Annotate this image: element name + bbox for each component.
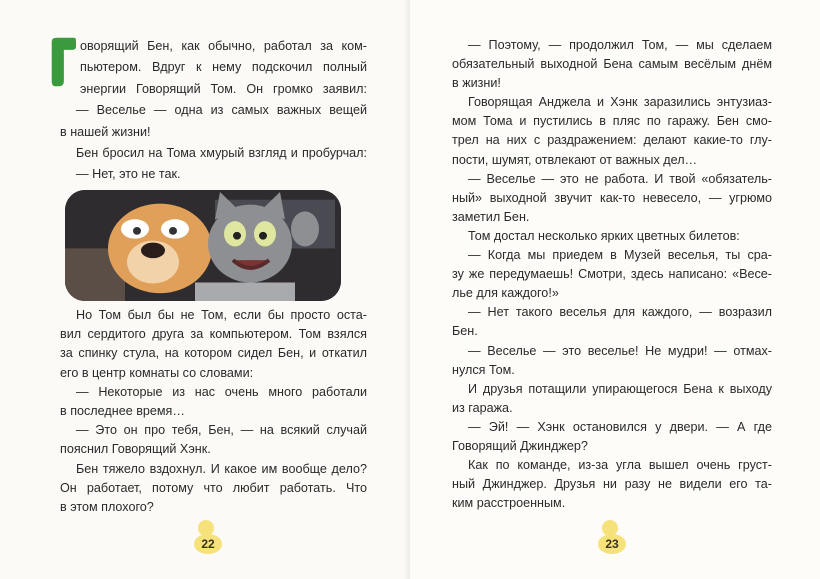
text-line: — Когда мы приедем в Музей веселья, ты сра- [468,248,772,263]
text-line: из гаража. [452,400,513,415]
text-line: в последнее время… [60,403,185,418]
text-line: обязательный выходной Бена самым весёлым днём [452,57,772,72]
text-line: Том достал несколько ярких цветных билетов: [468,228,740,243]
text-line: Бен тяжело вздохнул. И какое им вообще дело? [76,461,367,476]
text-line: Бен. [452,324,478,339]
text-line: заметил Бен. [452,209,530,224]
text-line: лье для каждого!» [452,286,559,301]
text-line: ный» выходной звучит как-то невесело, — угрюмо [452,190,772,205]
text-line: трел на них с раздражением: делают какие-то глу- [452,133,772,148]
text-line: — Поэтому, — продолжил Том, — мы сделаем [468,38,772,52]
text-line: нулся Том. [452,362,515,377]
page-number: 23 [605,537,619,551]
text-line: Как по команде, из-за угла вышел очень груст- [468,458,772,473]
text-line: — Это он про тебя, Бен, — на всякий случай [76,423,367,438]
text-line: Бен бросил на Тома хмурый взгляд и пробурчал: [76,145,367,160]
text-line: мом Тома и пустились в пляс по гаражу. Бен смо- [452,114,772,129]
text-line: — Нет такого веселья для каждого, — возразил [468,305,772,320]
text-line: ный Джинджер. Друзья ни разу не видели его та- [452,477,772,492]
text-block-top [60,36,367,186]
text-line: энергии Говорящий Том. Он громко заявил: [80,81,367,96]
text-line: вил сердитого друга за компьютером. Том взялся [60,327,367,342]
text-line: Говорящая Анджела и Хэнк заразились энтузиаз- [468,95,772,110]
text-line: — Веселье — одна из самых важных вещей [76,103,367,118]
text-line: пояснил Говорящий Хэнк. [60,442,211,457]
text-line: пости, шумят, отвлекают от важных дел… [452,152,698,167]
text-line: в жизни! [452,76,501,91]
text-line: — Некоторые из нас очень много работали [76,384,367,399]
text-line: Он работает, потому что любит работать. Что [60,480,367,495]
text-line: — Веселье — это веселье! Не мудри! — отмах- [468,343,772,358]
text-line: его в центр комнаты со словами: [60,365,254,380]
text-block [452,36,772,513]
text-line: в нашей жизни! [60,124,151,139]
text-line: в этом плохого? [60,499,154,514]
right-page [410,0,820,579]
text-line: оворящий Бен, как обычно, работал за ком- [80,39,367,53]
page-number-badge [592,518,632,558]
text-line: зу же передумаешь! Смотри, здесь написано: «Весе- [452,267,772,282]
page-number: 22 [201,537,215,551]
text-line: Говорящий Джинджер? [452,438,588,453]
illustration-ben-and-tom [65,190,341,301]
text-line: за спинку стула, на котором сидел Бен, и откатил [60,346,367,361]
text-line: — Эй! — Хэнк остановился у двери. — А где [468,419,772,434]
text-line: — Нет, это не так. [76,167,181,182]
text-line: пьютером. Вдруг к нему подскочил полный [80,60,367,75]
text-line: — Веселье — это не работа. И твой «обязатель- [468,171,772,186]
text-block-bottom [60,306,367,517]
text-line: И друзья потащили упирающегося Бена к выходу [468,381,772,396]
page-number-badge [188,518,228,558]
text-line: ким расстроенным. [452,496,566,511]
text-line: Но Том был бы не Том, если бы просто оста- [76,308,367,322]
